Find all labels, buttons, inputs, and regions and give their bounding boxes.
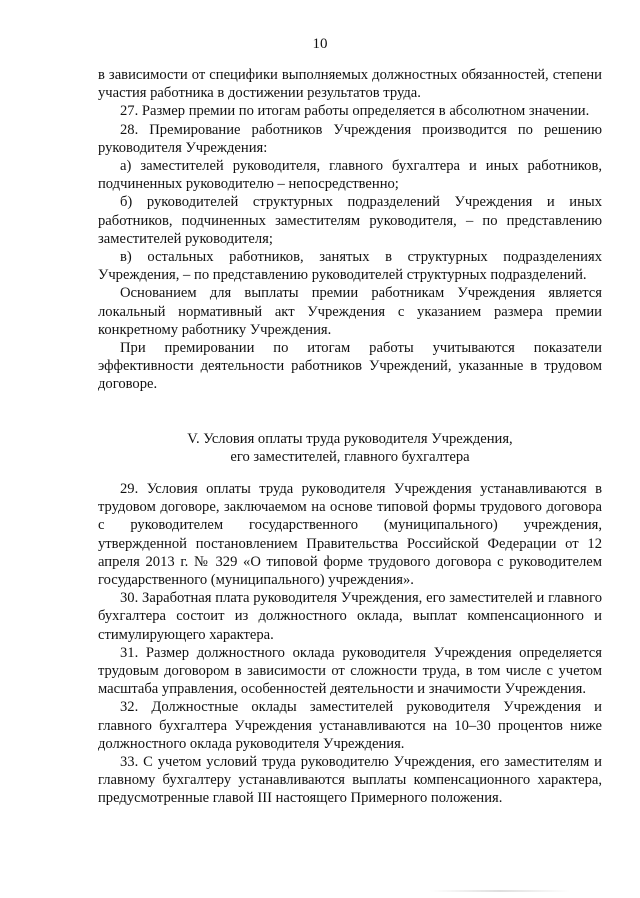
paragraph-29: 29. Условия оплаты труда руководителя Учреждения устанавливаются в трудовом договоре, заключаемом на основе типовой формы трудового договора с руководителем государственного (муниципального) учреждения, утвержденной постановлением Правительства Российской Федерации от 12 апреля 2013 г. № 329 «О типовой форме трудового договора с руководителем государственного (муниципального) учреждения». — [98, 481, 602, 589]
paragraph-28-b: б) руководителей структурных подразделений Учреждения и иных работников, подчиненных заместителям руководителя, – по представлению заместителей руководителя; — [98, 194, 602, 247]
paragraph-32: 32. Должностные оклады заместителей руководителя Учреждения и главного бухгалтера Учреждения устанавливаются на 10–30 процентов ниже должностного оклада руководителя Учреждения. — [98, 699, 602, 752]
paragraph-31: 31. Размер должностного оклада руководителя Учреждения определяется трудовым договором в зависимости от сложности труда, в том числе с учетом масштаба управления, особенностей деятельности и значимости Учреждения. — [98, 644, 602, 698]
paragraph-30: 30. Заработная плата руководителя Учреждения, его заместителей и главного бухгалтера состоит из должностного оклада, выплат компенсационного и стимулирующего характера. — [98, 590, 602, 643]
paragraph-indicators: При премировании по итогам работы учитываются показатели эффективности деятельности работников Учреждений, указанные в трудовом договоре. — [98, 340, 602, 393]
page-number: 10 — [312, 36, 328, 52]
paragraph-33: 33. С учетом условий труда руководителю Учреждения, его заместителям и главному бухгалтеру устанавливаются выплаты компенсационного характера, предусмотренные главой III настоящего Примерного положения. — [98, 754, 602, 807]
bottom-text-block — [98, 480, 602, 808]
top-text-block — [98, 66, 602, 394]
scan-smudge — [430, 890, 570, 892]
paragraph-28-v: в) остальных работников, занятых в структурных подразделениях Учреждения, – по представлению руководителей структурных подразделений. — [98, 249, 602, 284]
paragraph-28-a: а) заместителей руководителя, главного бухгалтера и иных работников, подчиненных руководителю – непосредственно; — [98, 158, 602, 193]
section-heading — [98, 430, 602, 466]
paragraph-basis: Основанием для выплаты премии работникам Учреждения является локальный нормативный акт Учреждения с указанием размера премии конкретному работнику Учреждения. — [98, 285, 602, 338]
paragraph-28: 28. Премирование работников Учреждения производится по решению руководителя Учреждения: — [98, 121, 602, 156]
section-heading-line-1: V. Условия оплаты труда руководителя Учреждения, — [187, 431, 513, 447]
paragraph-27: 27. Размер премии по итогам работы определяется в абсолютном значении. — [120, 103, 590, 120]
section-heading-line-2: его заместителей, главного бухгалтера — [230, 449, 470, 466]
paragraph-continuation: в зависимости от специфики выполняемых должностных обязанностей, степени участия работника в достижении результатов труда. — [98, 67, 602, 102]
